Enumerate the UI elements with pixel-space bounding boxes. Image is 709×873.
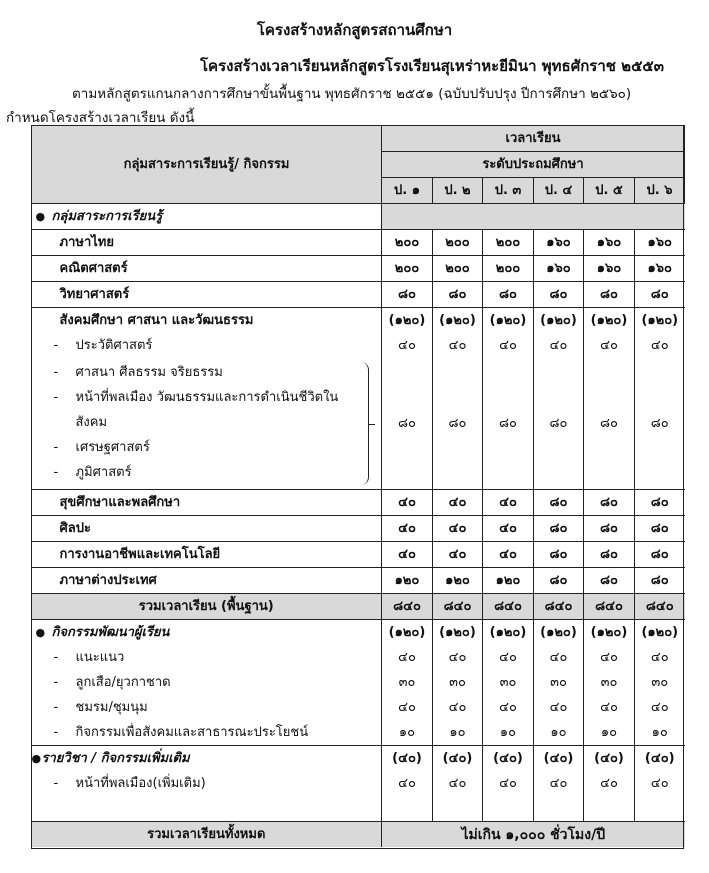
grade-header: ป. ๔ <box>534 178 584 204</box>
value-cell: ๘๐ <box>534 358 584 490</box>
list-item: ภูมิศาสตร์ <box>75 465 132 480</box>
table-row <box>32 256 685 282</box>
value-cell: ๔๐ <box>433 695 483 720</box>
table-row <box>32 720 685 746</box>
value-cell: ๔๐ <box>584 645 635 670</box>
value-cell: ๘๐ <box>534 516 584 542</box>
value-cell: ๔๐ <box>382 771 433 796</box>
value-cell: ๒๐๐ <box>433 256 483 282</box>
value-cell: ๔๐ <box>483 695 534 720</box>
list-item: หน้าที่พลเมือง วัฒนธรรมและการดำเนินชีวิตใน สังคม <box>75 390 339 430</box>
value-cell: ๑๖๐ <box>635 256 685 282</box>
value-cell: ๔๐ <box>584 695 635 720</box>
value-cell: (๔๐) <box>534 746 584 772</box>
value-cell: ๑๖๐ <box>635 230 685 256</box>
value-cell: ๑๖๐ <box>534 230 584 256</box>
time-structure-table <box>31 125 685 847</box>
value-cell: ๔๐ <box>382 490 433 516</box>
intro-text: กำหนดโครงสร้างเวลาเรียน ดังนี้ <box>6 110 195 126</box>
value-cell: ๑๖๐ <box>584 256 635 282</box>
value-cell: ๘๐ <box>534 282 584 308</box>
grade-header: ป. ๑ <box>382 178 433 204</box>
value-cell: ๒๐๐ <box>382 230 433 256</box>
table-row <box>32 568 685 594</box>
value-cell: ๘๐ <box>584 568 635 594</box>
value-cell: ๑๖๐ <box>534 256 584 282</box>
row-label: คณิตศาสตร์ <box>32 256 382 282</box>
value-cell: ๔๐ <box>433 771 483 796</box>
value-cell: ๑๖๐ <box>584 230 635 256</box>
value-cell: ๔๐ <box>534 771 584 796</box>
value-cell: ๘๐ <box>433 282 483 308</box>
value-cell: (๔๐) <box>635 746 685 772</box>
section-activities: ● กิจกรรมพัฒนาผู้เรียน <box>35 624 170 640</box>
grade-header: ป. ๒ <box>433 178 483 204</box>
value-cell: ๔๐ <box>382 333 433 358</box>
header-level: ระดับประถมศึกษา <box>382 152 685 178</box>
table-row <box>32 282 685 308</box>
list-item: ศาสนา ศีลธรรม จริยธรรม <box>75 365 223 380</box>
value-cell: ๑๐ <box>534 720 584 746</box>
row-label: สังคมศึกษา ศาสนา และวัฒนธรรม <box>59 312 254 328</box>
value-cell: ๘๐ <box>584 542 635 568</box>
list-item: เศรษฐศาสตร์ <box>75 440 150 455</box>
social-sub-group-row <box>32 358 685 490</box>
row-label: การงานอาชีพและเทคโนโลยี <box>32 542 382 568</box>
value-cell: (๑๒๐) <box>382 308 433 334</box>
value-cell: ๘๐ <box>635 282 685 308</box>
value-cell: ๑๒๐ <box>433 568 483 594</box>
grade-header: ป. ๖ <box>635 178 685 204</box>
page-title: โครงสร้างหลักสูตรสถานศึกษา <box>256 21 453 39</box>
value-cell: ๓๐ <box>534 670 584 695</box>
row-label: - กิจกรรมเพื่อสังคมและสาธารณะประโยชน์ <box>32 720 382 746</box>
table-row <box>32 230 685 256</box>
row-label: วิทยาศาสตร์ <box>32 282 382 308</box>
value-cell: ๑๐ <box>635 720 685 746</box>
value-cell: (๔๐) <box>584 746 635 772</box>
row-label: - ลูกเสือ/ยุวกาชาด <box>53 674 171 690</box>
value-cell: ๘๐ <box>584 490 635 516</box>
value-cell: ๘๐ <box>584 516 635 542</box>
value-cell: ๘๐ <box>382 358 433 490</box>
value-cell: ๔๐ <box>483 516 534 542</box>
value-cell: ๑๒๐ <box>483 568 534 594</box>
value-cell: (๑๒๐) <box>635 308 685 334</box>
value-cell: ๓๐ <box>483 670 534 695</box>
header-row-time <box>32 126 685 152</box>
row-label: - ชมรม/ชุมนุม <box>53 699 148 715</box>
value-cell: ๘๐ <box>635 516 685 542</box>
value-cell: (๑๒๐) <box>584 308 635 334</box>
table-row <box>32 333 685 358</box>
value-cell: ๔๐ <box>382 516 433 542</box>
value-cell: ๔๐ <box>483 490 534 516</box>
row-label: - ประวัติศาสตร์ <box>53 337 153 353</box>
value-cell: ๘๐ <box>483 358 534 490</box>
brace-icon <box>358 362 369 485</box>
value-cell: ๒๐๐ <box>483 256 534 282</box>
value-cell: ๓๐ <box>433 670 483 695</box>
grand-total-label: รวมเวลาเรียนทั้งหมด <box>32 822 382 848</box>
section-learning: ● กลุ่มสาระการเรียนรู้ <box>32 204 382 230</box>
value-cell: ๔๐ <box>635 771 685 796</box>
value-cell: ๘๔๐ <box>382 594 433 620</box>
value-cell: (๑๒๐) <box>433 620 483 646</box>
value-cell: ๘๔๐ <box>534 594 584 620</box>
value-cell: ๔๐ <box>382 695 433 720</box>
section-activities-row <box>32 620 685 646</box>
header-time: เวลาเรียน <box>382 126 685 152</box>
value-cell: (๑๒๐) <box>584 620 635 646</box>
table-row <box>32 542 685 568</box>
value-cell: ๘๐ <box>584 358 635 490</box>
table-row <box>32 516 685 542</box>
value-cell: ๓๐ <box>635 670 685 695</box>
value-cell: ๘๔๐ <box>433 594 483 620</box>
value-cell: ๔๐ <box>635 645 685 670</box>
value-cell: ๘๐ <box>534 568 584 594</box>
value-cell: ๓๐ <box>382 670 433 695</box>
value-cell: ๔๐ <box>483 542 534 568</box>
table-row <box>32 771 685 796</box>
value-cell: ๔๐ <box>584 771 635 796</box>
grade-header: ป. ๕ <box>584 178 635 204</box>
table-row <box>32 490 685 516</box>
value-cell: ๘๐ <box>584 282 635 308</box>
value-cell: (๑๒๐) <box>534 620 584 646</box>
header-subject-group: กลุ่มสาระการเรียนรู้/ กิจกรรม <box>32 126 382 204</box>
value-cell: ๘๐ <box>534 490 584 516</box>
value-cell: ๔๐ <box>483 333 534 358</box>
value-cell: ๑๒๐ <box>382 568 433 594</box>
value-cell: (๔๐) <box>483 746 534 772</box>
row-label: ศิลปะ <box>32 516 382 542</box>
value-cell: ๔๐ <box>534 333 584 358</box>
value-cell: ๓๐ <box>584 670 635 695</box>
value-cell: ๘๔๐ <box>635 594 685 620</box>
value-cell: ๘๐ <box>382 282 433 308</box>
grand-total-row <box>32 822 685 848</box>
value-cell: ๔๐ <box>433 490 483 516</box>
value-cell: (๑๒๐) <box>382 620 433 646</box>
grade-header: ป. ๓ <box>483 178 534 204</box>
value-cell: ๘๐ <box>635 542 685 568</box>
value-cell: ๒๐๐ <box>382 256 433 282</box>
value-cell: ๒๐๐ <box>433 230 483 256</box>
value-cell: ๔๐ <box>433 333 483 358</box>
value-cell: ๘๐ <box>635 358 685 490</box>
row-label: - หน้าที่พลเมือง(เพิ่มเติม) <box>53 775 206 791</box>
grand-total-value: ไม่เกิน ๑,๐๐๐ ชั่วโมง/ปี <box>382 822 685 848</box>
value-cell: (๑๒๐) <box>483 308 534 334</box>
value-cell: ๔๐ <box>584 333 635 358</box>
value-cell: ๔๐ <box>483 645 534 670</box>
value-cell: ๔๐ <box>534 695 584 720</box>
value-cell: (๑๒๐) <box>534 308 584 334</box>
value-cell: ๘๐ <box>483 282 534 308</box>
value-cell: ๑๐ <box>433 720 483 746</box>
value-cell: ๔๐ <box>433 542 483 568</box>
value-cell: ๘๐ <box>635 568 685 594</box>
value-cell: ๔๐ <box>433 645 483 670</box>
row-label: รวมเวลาเรียน (พื้นฐาน) <box>32 594 382 620</box>
row-label: - แนะแนว <box>53 649 125 665</box>
table-row <box>32 308 685 334</box>
value-cell: ๘๐ <box>635 490 685 516</box>
section-learning-row <box>32 204 685 230</box>
value-cell: ๘๔๐ <box>584 594 635 620</box>
value-cell: ๘๔๐ <box>483 594 534 620</box>
value-cell: ๔๐ <box>382 542 433 568</box>
value-cell: ๔๐ <box>635 695 685 720</box>
section-extra-row <box>32 746 685 772</box>
page-subtitle: โครงสร้างเวลาเรียนหลักสูตรโรงเรียนสุเหร่าหะยีมินา พุทธศักราช ๒๕๕๓ <box>200 57 665 75</box>
value-cell: ๑๐ <box>584 720 635 746</box>
value-cell: ๘๐ <box>433 358 483 490</box>
value-cell: ๔๐ <box>382 645 433 670</box>
table-row <box>32 670 685 695</box>
row-label: ภาษาไทย <box>32 230 382 256</box>
value-cell: ๑๐ <box>483 720 534 746</box>
row-label: สุขศึกษาและพลศึกษา <box>32 490 382 516</box>
table-row <box>32 594 685 620</box>
value-cell: ๔๐ <box>635 333 685 358</box>
table-row <box>32 645 685 670</box>
value-cell: ๑๐ <box>382 720 433 746</box>
curriculum-reference: ตามหลักสูตรแกนกลางการศึกษาขั้นพื้นฐาน พุทธศักราช ๒๕๕๑ (ฉบับปรับปรุง ปีการศึกษา ๒๕๖๐) <box>72 86 632 102</box>
social-sub-group: - ศาสนา ศีลธรรม จริยธรรม - หน้าที่พลเมือง วัฒนธรรมและการดำเนินชีวิตใน สังคม - เศรษฐศาสตร์ - ภูมิศาสตร์ <box>32 358 382 490</box>
value-cell: (๑๒๐) <box>433 308 483 334</box>
value-cell: (๑๒๐) <box>483 620 534 646</box>
value-cell: ๘๐ <box>534 542 584 568</box>
value-cell: ๔๐ <box>534 645 584 670</box>
value-cell: (๔๐) <box>382 746 433 772</box>
value-cell: (๔๐) <box>433 746 483 772</box>
value-cell: ๔๐ <box>483 771 534 796</box>
row-label: ภาษาต่างประเทศ <box>32 568 382 594</box>
value-cell: ๔๐ <box>433 516 483 542</box>
section-extra: ●รายวิชา / กิจกรรมเพิ่มเติม <box>31 750 190 766</box>
value-cell: ๒๐๐ <box>483 230 534 256</box>
table-row <box>32 695 685 720</box>
value-cell: (๑๒๐) <box>635 620 685 646</box>
